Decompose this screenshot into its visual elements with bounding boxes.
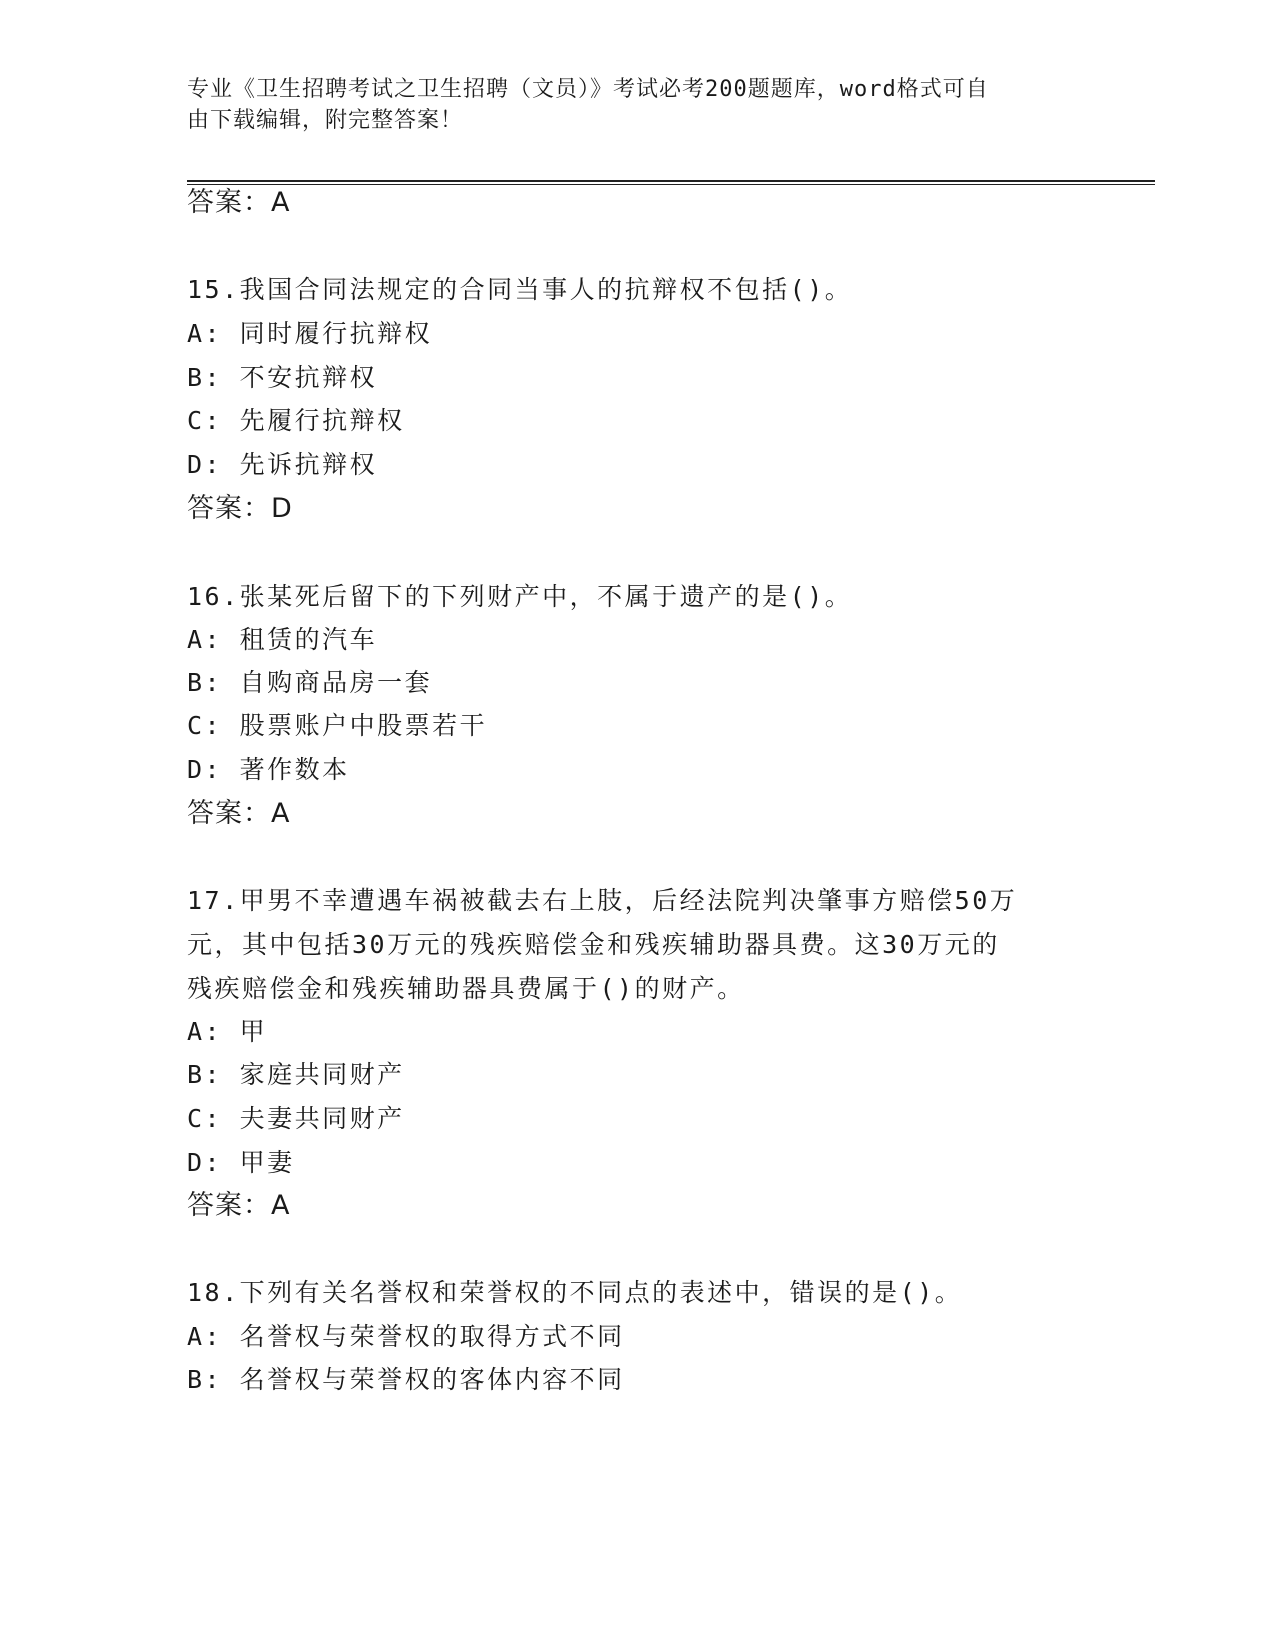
question-15-option-c: C: 先履行抗辩权 bbox=[187, 406, 405, 435]
question-16-option-d: D: 著作数本 bbox=[187, 755, 350, 784]
question-15-option-d: D: 先诉抗辩权 bbox=[187, 450, 378, 479]
question-18-option-a: A: 名誉权与荣誉权的取得方式不同 bbox=[187, 1322, 625, 1351]
question-15-option-b: B: 不安抗辩权 bbox=[187, 363, 378, 392]
question-16-option-c: C: 股票账户中股票若干 bbox=[187, 711, 488, 740]
question-15-answer: 答案：D bbox=[187, 493, 293, 524]
question-17-option-b: B: 家庭共同财产 bbox=[187, 1060, 405, 1089]
previous-answer: 答案：A bbox=[187, 187, 291, 218]
question-18-option-b: B: 名誉权与荣誉权的客体内容不同 bbox=[187, 1365, 625, 1394]
question-17-option-a: A: 甲 bbox=[187, 1017, 268, 1046]
header-divider bbox=[187, 180, 1155, 182]
question-17-stem-line-1: 17.甲男不幸遭遇车祸被截去右上肢，后经法院判决肇事方赔偿50万 bbox=[187, 886, 1018, 915]
document-header bbox=[187, 74, 1067, 136]
question-18-stem: 18.下列有关名誉权和荣誉权的不同点的表述中，错误的是()。 bbox=[187, 1278, 963, 1307]
question-16-answer: 答案：A bbox=[187, 798, 291, 829]
question-15-stem: 15.我国合同法规定的合同当事人的抗辩权不包括()。 bbox=[187, 275, 853, 304]
header-line-1: 专业《卫生招聘考试之卫生招聘（文员）》考试必考200题题库，word格式可自 bbox=[187, 77, 989, 102]
header-divider-thin bbox=[187, 184, 1155, 185]
question-16-stem: 16.张某死后留下的下列财产中，不属于遗产的是()。 bbox=[187, 582, 853, 611]
question-16-option-a: A: 租赁的汽车 bbox=[187, 625, 378, 654]
question-17-option-c: C: 夫妻共同财产 bbox=[187, 1104, 405, 1133]
question-17-stem-line-2: 元，其中包括30万元的残疾赔偿金和残疾辅助器具费。这30万元的 bbox=[187, 930, 1000, 959]
question-17-stem-line-3: 残疾赔偿金和残疾辅助器具费属于()的财产。 bbox=[187, 974, 745, 1003]
header-line-2: 由下载编辑，附完整答案！ bbox=[187, 108, 464, 133]
question-16-option-b: B: 自购商品房一套 bbox=[187, 668, 433, 697]
question-17-answer: 答案：A bbox=[187, 1190, 291, 1221]
question-17-option-d: D: 甲妻 bbox=[187, 1148, 295, 1177]
question-15-option-a: A: 同时履行抗辩权 bbox=[187, 319, 433, 348]
